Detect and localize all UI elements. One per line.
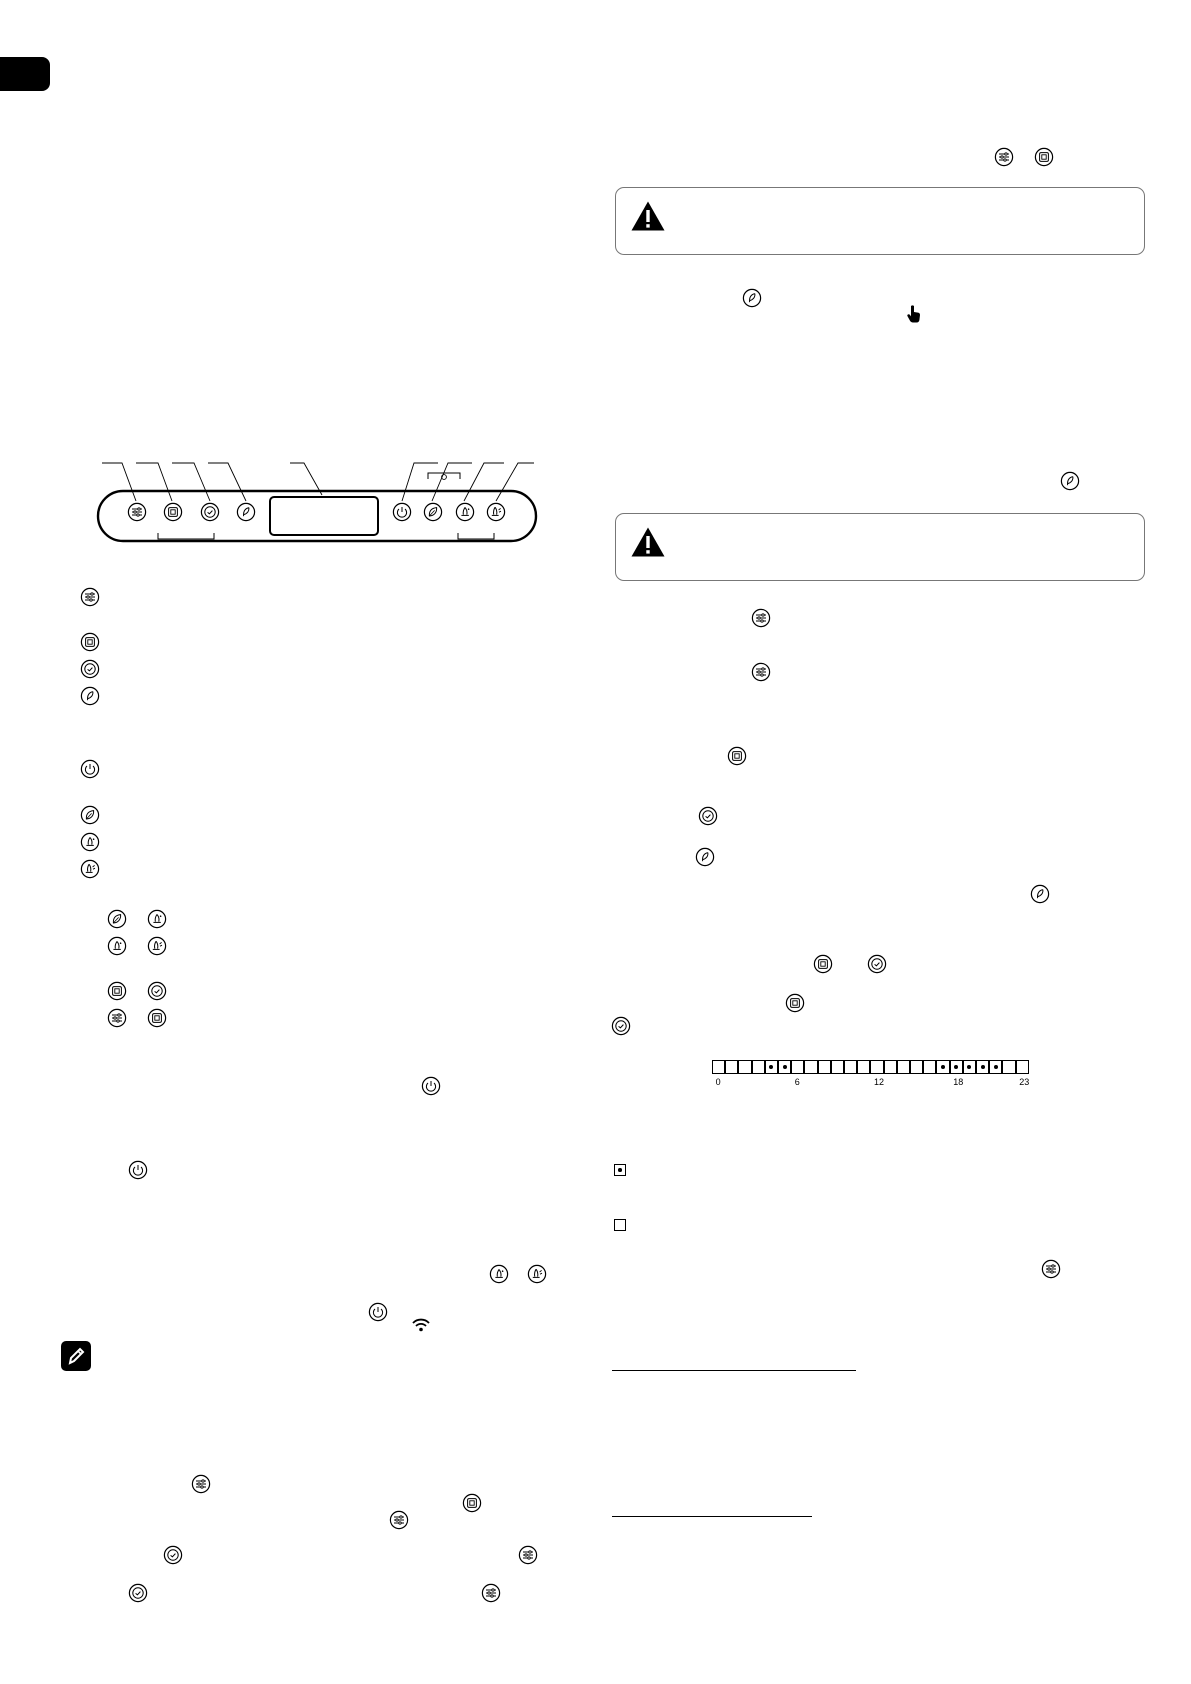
leaf-icon	[423, 502, 443, 522]
feather-icon	[742, 288, 762, 308]
schedule-hour-grid	[712, 1060, 1042, 1092]
leaf-icon	[80, 805, 100, 825]
fan-high-icon	[80, 859, 100, 879]
square-mode-icon	[163, 502, 183, 522]
schedule-hour-cell	[910, 1060, 923, 1074]
clock-check-icon	[80, 659, 100, 679]
clock-check-icon	[147, 981, 167, 1001]
schedule-hour-cell	[923, 1060, 936, 1074]
sliders-icon	[191, 1474, 211, 1494]
square-mode-icon	[107, 981, 127, 1001]
schedule-hour-cell	[738, 1060, 751, 1074]
schedule-hour-cell	[712, 1060, 725, 1074]
power-icon	[80, 759, 100, 779]
sliders-icon	[751, 608, 771, 628]
schedule-active-dot	[941, 1065, 945, 1069]
fan-low-icon	[80, 832, 100, 852]
warning-triangle-icon	[630, 200, 666, 232]
sliders-icon	[751, 662, 771, 682]
clock-check-icon	[698, 806, 718, 826]
schedule-hour-cell	[844, 1060, 857, 1074]
sliders-icon	[1041, 1259, 1061, 1279]
schedule-hour-cell	[725, 1060, 738, 1074]
schedule-tick-label: 23	[1019, 1077, 1030, 1087]
schedule-active-dot	[994, 1065, 998, 1069]
fan-high-icon	[147, 936, 167, 956]
schedule-hour-cell	[897, 1060, 910, 1074]
feather-icon	[695, 847, 715, 867]
active-hour-legend-square	[614, 1164, 626, 1176]
power-icon	[421, 1076, 441, 1096]
schedule-tick-label: 6	[794, 1077, 800, 1087]
square-mode-icon	[727, 746, 747, 766]
schedule-tick-label: 18	[953, 1077, 964, 1087]
fan-low-icon	[147, 909, 167, 929]
inactive-hour-legend-square	[614, 1219, 626, 1231]
schedule-tick-label: 12	[874, 1077, 885, 1087]
clock-check-icon	[163, 1545, 183, 1565]
feather-icon	[1060, 471, 1080, 491]
schedule-hour-cell	[818, 1060, 831, 1074]
schedule-hour-cell	[884, 1060, 897, 1074]
sliders-icon	[107, 1008, 127, 1028]
hand-pointer-icon	[906, 304, 922, 324]
sliders-icon	[994, 147, 1014, 167]
square-mode-icon	[1034, 147, 1054, 167]
leaf-icon	[107, 909, 127, 929]
schedule-hour-cell	[752, 1060, 765, 1074]
fan-high-icon	[486, 502, 506, 522]
pencil-note-icon	[61, 1341, 91, 1371]
sliders-icon	[127, 502, 147, 522]
square-mode-icon	[462, 1493, 482, 1513]
schedule-hour-cell	[1016, 1060, 1029, 1074]
square-mode-icon	[147, 1008, 167, 1028]
power-icon	[128, 1160, 148, 1180]
feather-icon	[80, 686, 100, 706]
schedule-hour-cell	[1002, 1060, 1015, 1074]
warning-triangle-icon	[630, 526, 666, 558]
square-mode-icon	[785, 993, 805, 1013]
square-mode-icon	[813, 954, 833, 974]
language-tab	[0, 57, 50, 91]
schedule-active-dot	[981, 1065, 985, 1069]
sliders-icon	[481, 1583, 501, 1603]
schedule-hour-cell	[831, 1060, 844, 1074]
feather-icon	[1030, 884, 1050, 904]
warning-box	[615, 187, 1145, 255]
schedule-hour-cell	[857, 1060, 870, 1074]
square-mode-icon	[80, 632, 100, 652]
schedule-active-dot	[783, 1065, 787, 1069]
schedule-hour-cell	[804, 1060, 817, 1074]
fan-low-icon	[489, 1264, 509, 1284]
sliders-icon	[518, 1545, 538, 1565]
warning-box	[615, 513, 1145, 581]
section-underline	[612, 1516, 812, 1517]
sliders-icon	[389, 1510, 409, 1530]
fan-low-icon	[107, 936, 127, 956]
fan-high-icon	[527, 1264, 547, 1284]
sliders-icon	[80, 587, 100, 607]
clock-check-icon	[611, 1016, 631, 1036]
clock-check-icon	[200, 502, 220, 522]
fan-low-icon	[455, 502, 475, 522]
power-icon	[392, 502, 412, 522]
clock-check-icon	[867, 954, 887, 974]
schedule-hour-cell	[791, 1060, 804, 1074]
feather-icon	[236, 502, 256, 522]
schedule-tick-label: 0	[715, 1077, 721, 1087]
clock-check-icon	[128, 1583, 148, 1603]
power-icon	[368, 1302, 388, 1322]
schedule-hour-cell	[870, 1060, 883, 1074]
section-underline	[612, 1370, 856, 1371]
wifi-icon	[412, 1318, 430, 1332]
